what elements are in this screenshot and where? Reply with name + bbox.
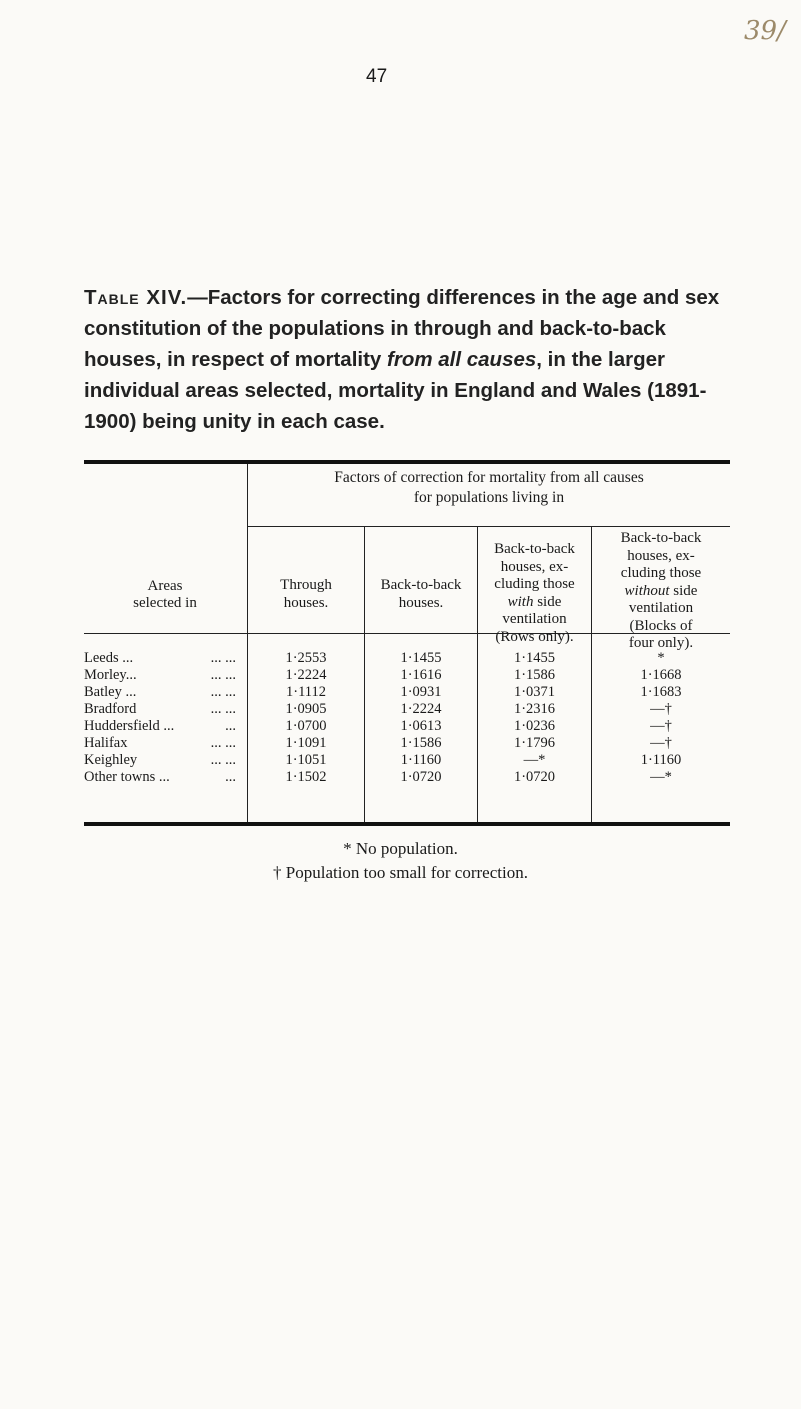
header-divider (248, 526, 730, 527)
column-header-line: ventilation (502, 611, 567, 627)
table-cell: 1·0613 (400, 718, 442, 734)
table-cell: —* (523, 752, 546, 768)
column-header-line: (Blocks of (629, 617, 693, 634)
table-cell: —† (650, 735, 672, 751)
table-label: Table XIV. (84, 286, 188, 309)
footnote-no-population: * No population. (343, 839, 458, 858)
table-cell: 1·1616 (400, 667, 442, 683)
table-cell: 1·0700 (285, 718, 327, 734)
table-cell: 1·1160 (640, 752, 682, 768)
table-cell: 1·0236 (513, 718, 556, 734)
column-header-rows-only (478, 541, 591, 646)
areas-header-line: Areas (147, 578, 183, 594)
column-header-blocks-only (592, 530, 730, 653)
column-header-line: cluding those (620, 565, 702, 581)
column-header-line: Through (280, 577, 332, 593)
column-header-back-to-back (365, 577, 477, 612)
column-header-line: four only). (628, 635, 694, 651)
italic-word: with (507, 593, 534, 610)
column-header-line: cluding those (494, 576, 575, 592)
leader-dots: ... ... (210, 752, 236, 768)
table-cell: 1·0720 (400, 769, 442, 785)
spanning-header-line: for populations living in (413, 489, 565, 506)
table-cell: 1·1160 (400, 752, 442, 768)
row-area-label (84, 735, 244, 752)
column-header-line (592, 583, 730, 601)
handwritten-mark: 39/ (744, 16, 786, 46)
header-text: side (533, 593, 562, 610)
column-header-line: Back-to-back (380, 577, 462, 593)
table-cell: 1·2224 (400, 701, 442, 717)
table-cell: —* (650, 769, 672, 785)
area-name: Morley... (84, 667, 137, 683)
header-text: side (669, 582, 698, 599)
area-name: Bradford (84, 701, 137, 717)
column-header-line: ventilation (628, 600, 694, 616)
table-cell: 1·1455 (513, 650, 556, 666)
table-caption (84, 282, 740, 437)
area-name: Leeds ... (84, 650, 134, 666)
column-header-line: (Rows only). (495, 628, 574, 645)
row-area-label (84, 701, 244, 718)
caption-text-2: , in the larger individual areas selected, mortality in England and Wales (1891-1900) being unity in each case. (84, 348, 707, 433)
table-cell: —† (650, 718, 672, 734)
spanning-header-line: Factors of correction for mortality from all causes (334, 469, 644, 486)
row-area-label (84, 684, 244, 701)
leader-dots: ... ... (210, 650, 236, 666)
row-area-label (84, 650, 244, 667)
area-name: Keighley (84, 752, 138, 768)
caption-italic: from all causes (387, 348, 537, 371)
column-header-line (478, 594, 591, 612)
column-header-line: houses, ex- (627, 547, 695, 564)
table-cell: 1·0720 (513, 769, 556, 785)
leader-dots: ... ... (210, 684, 236, 700)
footnote-too-small: † Population too small for correction. (273, 863, 528, 882)
area-name: Huddersfield ... (84, 718, 175, 734)
table-cell: 1·1586 (400, 735, 442, 751)
table-cell: —† (650, 701, 672, 717)
table-cell: 1·2316 (513, 701, 556, 717)
areas-header-line: selected in (133, 595, 197, 611)
column-header-line: Back-to-back (494, 541, 575, 557)
table-cell: 1·1051 (285, 752, 327, 768)
table-cell: 1·1502 (285, 769, 327, 785)
row-area-label (84, 667, 244, 684)
table-cell: 1·1586 (513, 667, 556, 683)
table-top-rule (84, 460, 730, 464)
areas-header (84, 578, 246, 612)
area-name: Other towns ... (84, 769, 170, 785)
column-header-line: houses. (283, 594, 329, 611)
table-cell: 1·0371 (513, 684, 556, 700)
spanning-header (248, 468, 730, 508)
table-cell: 1·1796 (513, 735, 556, 751)
row-area-label (84, 718, 244, 735)
leader-dots: ... (225, 769, 236, 785)
leader-dots: ... ... (210, 667, 236, 683)
table-cell: 1·1683 (640, 684, 682, 700)
row-area-label (84, 752, 244, 769)
area-name: Batley ... (84, 684, 137, 700)
table-cell: 1·0905 (285, 701, 327, 717)
column-header-line: houses, ex- (500, 558, 569, 575)
table-cell: 1·2553 (285, 650, 327, 666)
leader-dots: ... ... (210, 701, 236, 717)
caption-text-1: —Factors for correcting differences in the age and sex constitution of the populations in through and back-to-back houses, in respect of mortality (84, 286, 720, 371)
table-cell: 1·1668 (640, 667, 682, 683)
italic-word: without (624, 582, 670, 599)
row-area-label (84, 769, 244, 786)
leader-dots: ... (225, 718, 236, 734)
table-cell: 1·1112 (285, 684, 326, 700)
page-number: 47 (366, 66, 388, 87)
column-header-line: Back-to-back (620, 530, 702, 546)
table-cell: * (657, 650, 665, 666)
table-cell: 1·0931 (400, 684, 442, 700)
table-cell: 1·2224 (285, 667, 327, 683)
table-bottom-rule (84, 822, 730, 826)
column-header-line: houses. (398, 594, 444, 611)
leader-dots: ... ... (210, 735, 236, 751)
table-cell: 1·1455 (400, 650, 442, 666)
area-name: Halifax (84, 735, 128, 751)
table-cell: 1·1091 (285, 735, 327, 751)
column-header-through (248, 577, 364, 612)
